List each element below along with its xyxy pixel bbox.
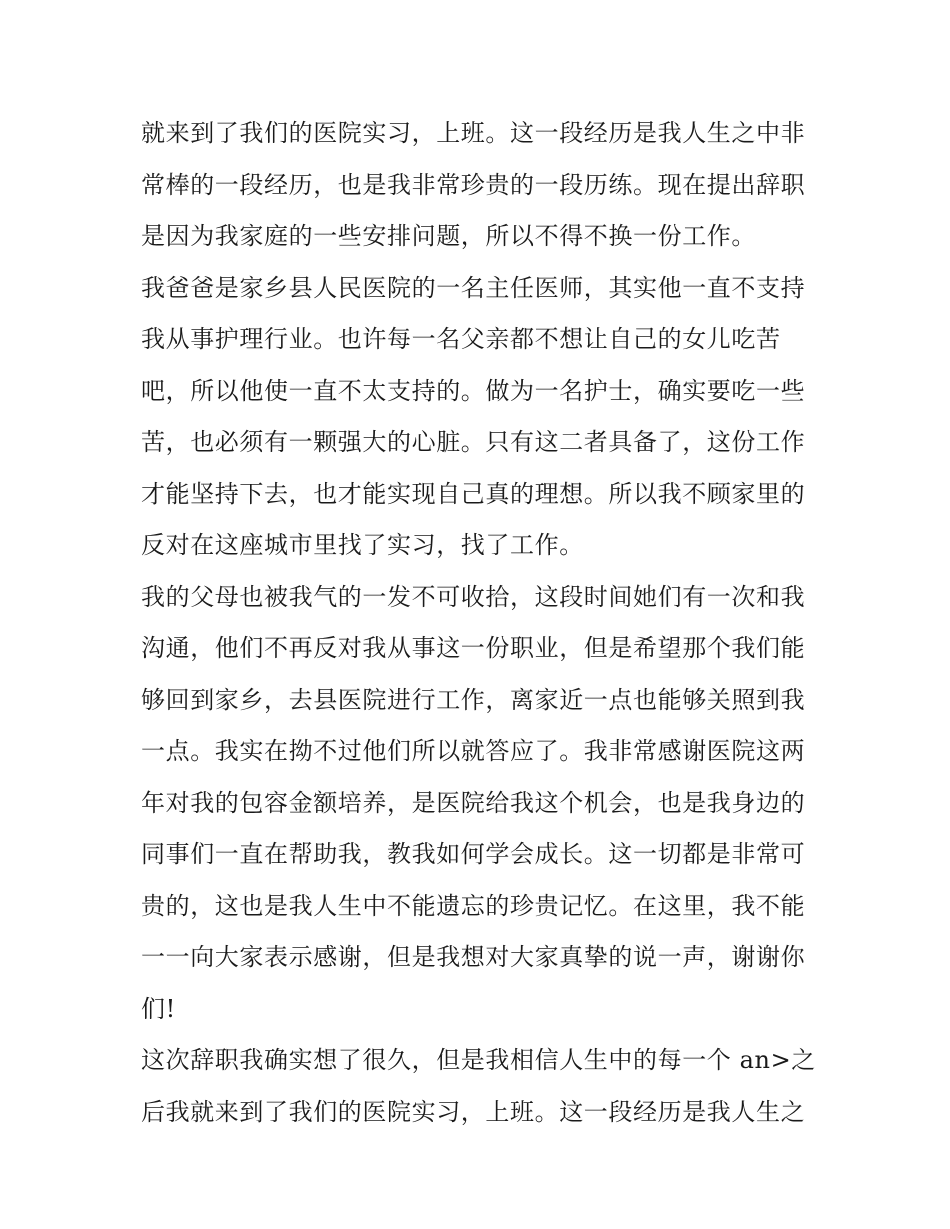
text-line: 我的父母也被我气的一发不可收拾，这段时间她们有一次和我 <box>141 582 806 611</box>
text-line: 这次辞职我确实想了很久，但是我相信人生中的每一个 an>之 <box>141 1046 816 1074</box>
text-line: 们! <box>141 994 176 1023</box>
text-line: 后我就来到了我们的医院实习，上班。这一段经历是我人生之 <box>141 1097 806 1126</box>
text-line: 年对我的包容金额培养，是医院给我这个机会，也是我身边的 <box>141 788 806 817</box>
text-line: 我爸爸是家乡县人民医院的一名主任医师，其实他一直不支持 <box>141 273 806 302</box>
text-line: 反对在这座城市里找了实习，找了工作。 <box>141 531 584 559</box>
text-line: 一点。我实在拗不过他们所以就答应了。我非常感谢医院这两 <box>141 737 806 765</box>
text-line: 才能坚持下去，也才能实现自己真的理想。所以我不顾家里的 <box>141 479 806 508</box>
text-line: 沟通，他们不再反对我从事这一份职业，但是希望那个我们能 <box>141 634 806 662</box>
text-line: 就来到了我们的医院实习，上班。这一段经历是我人生之中非 <box>141 119 806 147</box>
text-line: 苦，也必须有一颗强大的心脏。只有这二者具备了，这份工作 <box>141 428 806 456</box>
text-line: 吧，所以他使一直不太支持的。做为一名护士，确实要吃一些 <box>141 376 806 405</box>
text-line: 我从事护理行业。也许每一名父亲都不想让自己的女儿吃苦 <box>141 325 781 353</box>
body-text <box>141 108 821 1138</box>
text-line: 是因为我家庭的一些安排问题，所以不得不换一份工作。 <box>141 222 756 250</box>
text-line: 贵的，这也是我人生中不能遗忘的珍贵记忆。在这里，我不能 <box>141 891 806 920</box>
text-line: 够回到家乡，去县医院进行工作，离家近一点也能够关照到我 <box>141 685 806 714</box>
text-line: 常棒的一段经历，也是我非常珍贵的一段历练。现在提出辞职 <box>141 170 806 199</box>
text-line: 一一向大家表示感谢，但是我想对大家真挚的说一声，谢谢你 <box>141 943 806 971</box>
text-line: 同事们一直在帮助我，教我如何学会成长。这一切都是非常可 <box>141 840 806 868</box>
